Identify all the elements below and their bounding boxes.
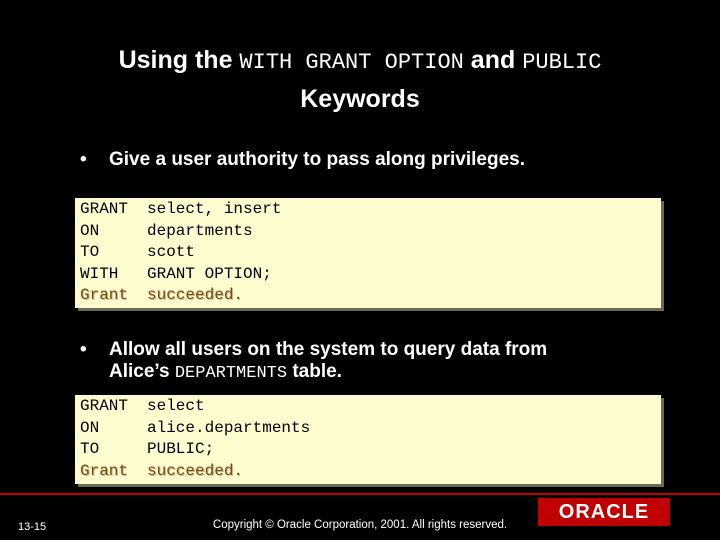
copyright-text: Copyright © Oracle Corporation, 2001. All rights reserved.	[212, 519, 508, 531]
title-text-1: Using the	[118, 46, 240, 74]
bullet-text: Give a user authority to pass along privileges.	[109, 149, 526, 170]
code-rest: select	[147, 397, 205, 415]
code-line	[80, 396, 661, 418]
footer-divider	[0, 493, 720, 495]
title-code-2: PUBLIC	[522, 50, 602, 75]
title-code-1: WITH GRANT OPTION	[239, 50, 464, 75]
code-result-rest: succeeded.	[147, 286, 244, 304]
slide-title	[0, 42, 720, 117]
title-line-1	[0, 42, 720, 81]
code-keyword: ON	[80, 418, 100, 437]
code-rest: GRANT OPTION;	[147, 264, 272, 283]
code-block-2	[75, 395, 661, 484]
code-rest: PUBLIC;	[147, 440, 215, 458]
code-line	[80, 439, 661, 461]
title-text-2: and	[463, 46, 523, 74]
code-keyword: WITH	[80, 264, 119, 283]
slide-number: 13-15	[18, 521, 47, 533]
code-rest: select, insert	[147, 200, 282, 218]
code-result-line	[80, 461, 661, 483]
code-line	[80, 221, 661, 243]
code-line	[80, 264, 661, 286]
code-line	[80, 199, 661, 221]
code-result-rest: succeeded.	[147, 461, 244, 480]
bullet-dot: •	[80, 339, 87, 360]
code-keyword: TO	[80, 440, 100, 458]
code-rest: departments	[147, 221, 253, 240]
bullet-text-line-1: Allow all users on the system to query data from	[109, 339, 548, 360]
bullet-dot: •	[80, 149, 87, 170]
code-keyword: ON	[80, 221, 100, 240]
code-result-keyword: Grant	[80, 461, 129, 480]
title-line-2: Keywords	[300, 85, 420, 113]
bullet-text-line-2-post: table.	[287, 361, 342, 382]
bullet-text	[109, 339, 669, 385]
code-keyword: TO	[80, 243, 100, 261]
code-keyword: GRANT	[80, 200, 129, 218]
oracle-logo: ORACLE	[538, 498, 670, 526]
code-rest: alice.departments	[147, 418, 311, 437]
bullet-text-line-2-pre: Alice’s	[109, 361, 175, 382]
code-rest: scott	[147, 243, 196, 261]
footer-divider-accent	[0, 493, 720, 495]
code-result-keyword: Grant	[80, 286, 129, 304]
code-line	[80, 418, 661, 440]
bullet-text-line-2-code: DEPARTMENTS	[174, 364, 288, 383]
code-block-1	[75, 198, 661, 308]
code-line	[80, 242, 661, 264]
code-keyword: GRANT	[80, 397, 129, 415]
code-result-line	[80, 285, 661, 307]
